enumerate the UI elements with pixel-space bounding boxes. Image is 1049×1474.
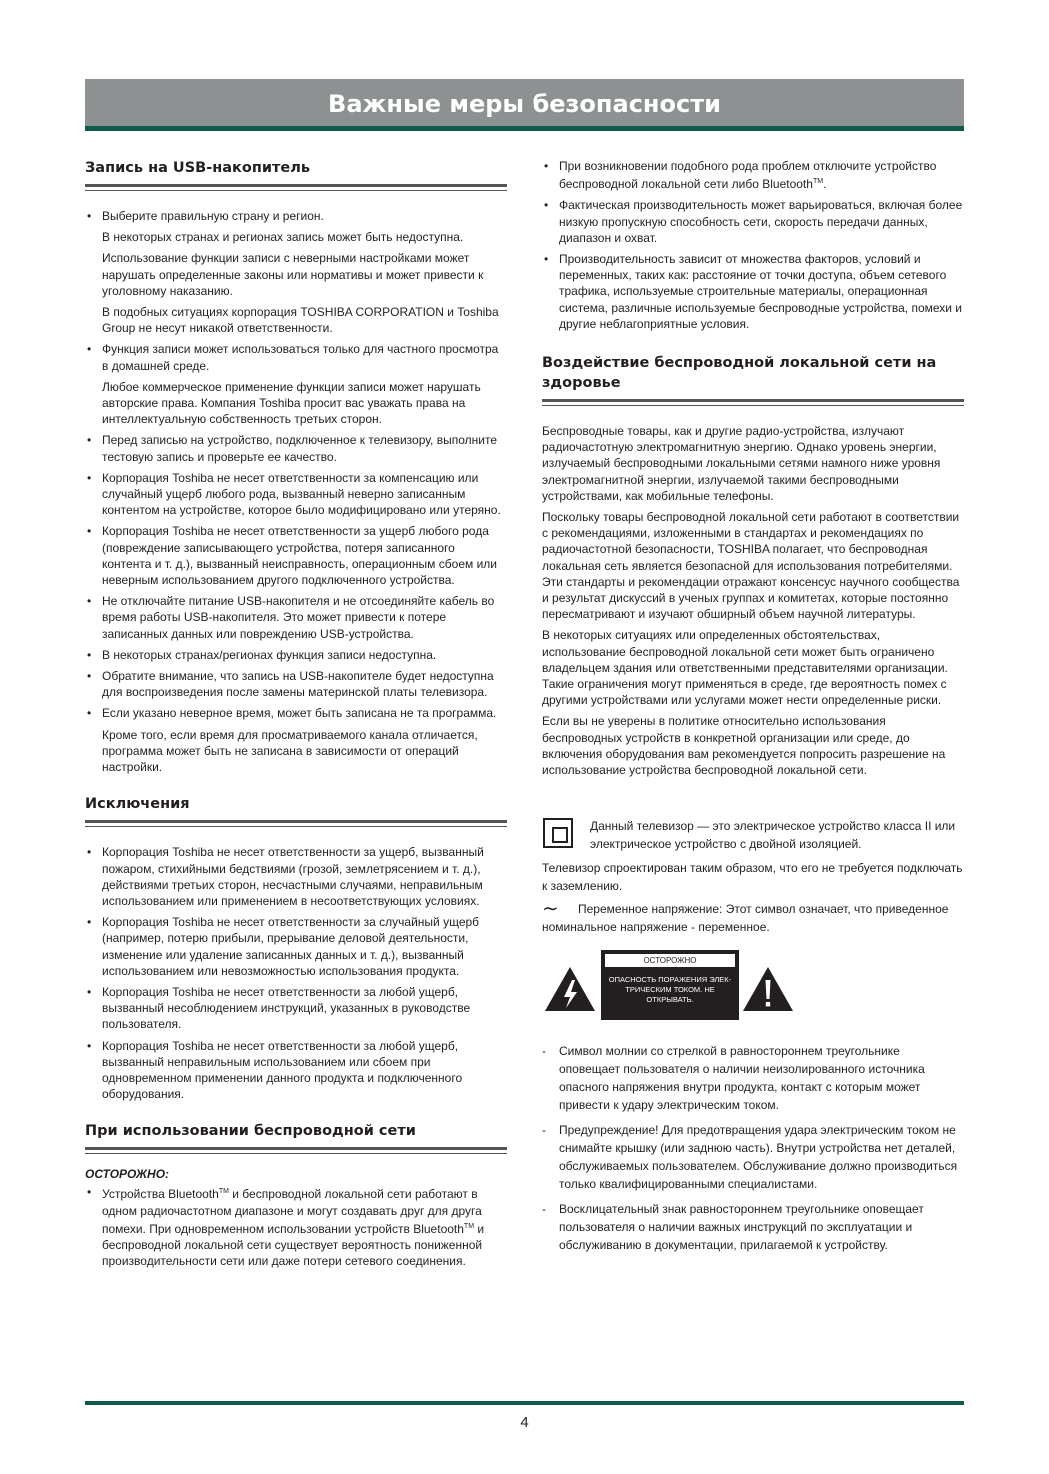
- paragraph: Поскольку товары беспроводной локальной сети работают в соответствии с рекомендациями, изложенными в стандартах и рекомендациях по радиочастотной безопасности, TOSHIBA полагает, что беспроводная локальная сеть является безопасной для использования потребителями. Эти стандарты и рекомендации отражают консенсус научного сообщества и результат дискуссий в ученых группах и комитетах, которые постоянно пересматривают и изучают обширный объем научной литературы.: [542, 510, 960, 622]
- usb-recording-list: [85, 208, 507, 224]
- caution-box: [601, 950, 739, 1020]
- list-item-note: Любое коммерческое применение функции записи может нарушать авторские права. Компания Toshiba просит вас уважать права на интеллектуальную собственность третьих сторон.: [102, 379, 481, 427]
- exclamation-triangle-icon: [742, 966, 794, 1012]
- list-item: - Символ молнии со стрелкой в равностороннем треугольнике оповещает пользователя о наличии неизолированного источника опасного напряжения внутри продукта, контакт с которым может привести к удару электрическим током.: [542, 1042, 964, 1114]
- list-item: - Предупреждение! Для предотвращения удара электрическим током не снимайте крышку (или заднюю часть). Внутри устройства нет деталей, обслуживаемых пользователем. Обслуживание должно производиться только квалифицированными специалистами.: [542, 1121, 964, 1193]
- list-item: • Не отключайте питание USB-накопителя и не отсоединяйте кабель во время работы USB-накопителя. Это может привести к потере записанных данных или повреждению USB-устройства.: [85, 593, 507, 642]
- class-ii-notice: [542, 817, 964, 853]
- list-item: • Перед записью на устройство, подключенное к телевизору, выполните тестовую запись и проверьте ее качество.: [85, 432, 507, 464]
- page-number: 4: [520, 1414, 529, 1431]
- section-title-usb-recording: Запись на USB-накопитель: [85, 158, 507, 187]
- title-underline: [85, 126, 964, 131]
- paragraph: В некоторых ситуациях или определенных обстоятельствах, использование беспроводной локальной сети может быть ограничено владельцем здания или ответственными представителями организации. Такие ограничения могут применяться в среде, где вероятность помех с другими устройствами или услугами может нести определенные риски.: [542, 628, 948, 708]
- list-item: • Корпорация Toshiba не несет ответственности за любой ущерб, вызванный неправильным использованием или сбоем при одновременном применении данного продукта и подключенного оборудования.: [85, 1038, 507, 1103]
- exceptions-list: [85, 844, 507, 1102]
- list-item: - Восклицательный знак равностороннем треугольнике оповещает пользователя о наличии важных инструкций по эксплуатации и обслуживанию в документации, прилагаемой к устройству.: [542, 1200, 964, 1254]
- ac-text: Переменное напряжение: Этот символ означает, что приведенное номинальное напряжение - переменное.: [542, 902, 949, 935]
- class-ii-text: Данный телевизор — это электрическое устройство класса II или электрическое устройство с двойной изоляцией.: [590, 819, 956, 852]
- list-item: • Выберите правильную страну и регион.: [85, 208, 507, 224]
- paragraph: Если вы не уверены в политике относительно использования беспроводных устройств в конкретной организации или среде, до включения оборудования вам рекомендуется попросить разрешение на использование устройства беспроводной локальной сети.: [542, 714, 946, 778]
- caution-box-header: ОСТОРОЖНО: [604, 953, 736, 968]
- list-item-note: В подобных ситуациях корпорация TOSHIBA CORPORATION и Toshiba Group не несут никакой ответственности.: [102, 305, 499, 336]
- list-item: • Фактическая производительность может варьироваться, включая более низкую пропускную способность сети, скорость передачи данных, диапазон и охват.: [542, 197, 964, 246]
- list-item: • Если указано неверное время, может быть записана не та программа.: [85, 705, 507, 721]
- list-item: • В некоторых странах/регионах функция записи недоступна.: [85, 647, 507, 663]
- list-item: • При возникновении подобного рода проблем отключите устройство беспроводной локальной сети либо Bluetooth™.: [542, 158, 964, 192]
- double-insulation-icon: [543, 818, 573, 848]
- section-title-wireless: При использовании беспроводной сети: [85, 1121, 507, 1150]
- caution-label: ОСТОРОЖНО:: [85, 1167, 170, 1182]
- wireless-list: [85, 1184, 507, 1269]
- page-title: Важные меры безопасности: [85, 79, 964, 127]
- caution-box-text: ОПАСНОСТЬ ПОРАЖЕНИЯ ЭЛЕК-ТРИЧЕСКИМ ТОКОМ. НЕ ОТКРЫВАТЬ.: [608, 975, 732, 1005]
- list-item: • Корпорация Toshiba не несет ответственности за случайный ущерб (например, потерю прибыли, прерывание деловой деятельности, изменение или удаление записанных данных и т. д.), вызванный использованием или невозможностью использования продукта.: [85, 914, 507, 979]
- lightning-triangle-icon: [544, 966, 596, 1012]
- paragraph: Беспроводные товары, как и другие радио-устройства, излучают радиочастотную электромагнитную энергию. Однако уровень энергии, излучаемый беспроводными локальными сетями намного ниже уровня электромагнитной энергии, излучаемой такими беспроводными устройствами, как мобильные телефоны.: [542, 424, 941, 503]
- list-item: • Корпорация Toshiba не несет ответственности за ущерб, вызванный пожаром, стихийными бедствиями (грозой, землетрясением и т. д.), действиями третьих сторон, несчастными случаями, неправильным использованием или применением в несоответствующих условиях.: [85, 844, 507, 909]
- list-item: • Корпорация Toshiba не несет ответственности за компенсацию или случайный ущерб любого рода, вызванный неверно записанным контентом на устройстве, которое было модифицировано или утеряно.: [85, 470, 507, 519]
- right-column: [542, 158, 964, 1261]
- list-item: • Обратите внимание, что запись на USB-накопителе будет недоступна для воспроизведения после замены материнской платы телевизора.: [85, 668, 507, 700]
- section-title-wireless-health: Воздействие беспроводной локальной сети на здоровье: [542, 353, 964, 402]
- list-item: • Функция записи может использоваться только для частного просмотра в домашней среде.: [85, 341, 507, 373]
- left-column: [85, 158, 507, 1274]
- warning-label: [542, 950, 964, 1022]
- list-item: • Производительность зависит от множества факторов, условий и переменных, таких как: расстояние от точки доступа, объем сетевого трафика, используемые строительные материалы, операционная система, различные используемые беспроводные устройства, помехи и другие неблагоприятные условия.: [542, 251, 964, 332]
- list-item-note: Кроме того, если время для просматриваемого канала отличается, программа может быть не записана в зависимости от операций настройки.: [102, 727, 478, 775]
- symbol-explanations: [542, 1042, 964, 1254]
- ac-notice: [542, 900, 964, 936]
- alternating-current-icon: ∼: [542, 898, 559, 921]
- list-item-note: Использование функции записи с неверными настройками может нарушать определенные законы или нормативы и может привести к уголовному наказанию.: [102, 251, 484, 298]
- list-item: • Устройства Bluetooth™ и беспроводной локальной сети работают в одном радиочастотном диапазоне и могут создавать друг для друга помехи. При одновременном использовании устройств Bluetooth™ и беспроводной локальной сети существует вероятность пониженной производительности сети или даже потери сетевого соединения.: [85, 1184, 507, 1269]
- wireless-list-continued: [542, 158, 964, 332]
- list-item: • Корпорация Toshiba не несет ответственности за любой ущерб, вызванный несоблюдением инструкций, указанных в руководстве пользователя.: [85, 984, 507, 1033]
- list-item-note: В некоторых странах и регионах запись может быть недоступна.: [102, 230, 464, 245]
- grounding-text: Телевизор спроектирован таким образом, что его не требуется подключать к заземлению.: [542, 861, 963, 894]
- list-item: • Корпорация Toshiba не несет ответственности за ущерб любого рода (повреждение записывающего устройства, потеря записанного контента и т. д.), вызванный неисправность, операционным сбоем или неверным использованием другого подключенного устройства.: [85, 523, 507, 588]
- section-title-exceptions: Исключения: [85, 794, 507, 823]
- footer-rule: [85, 1401, 964, 1405]
